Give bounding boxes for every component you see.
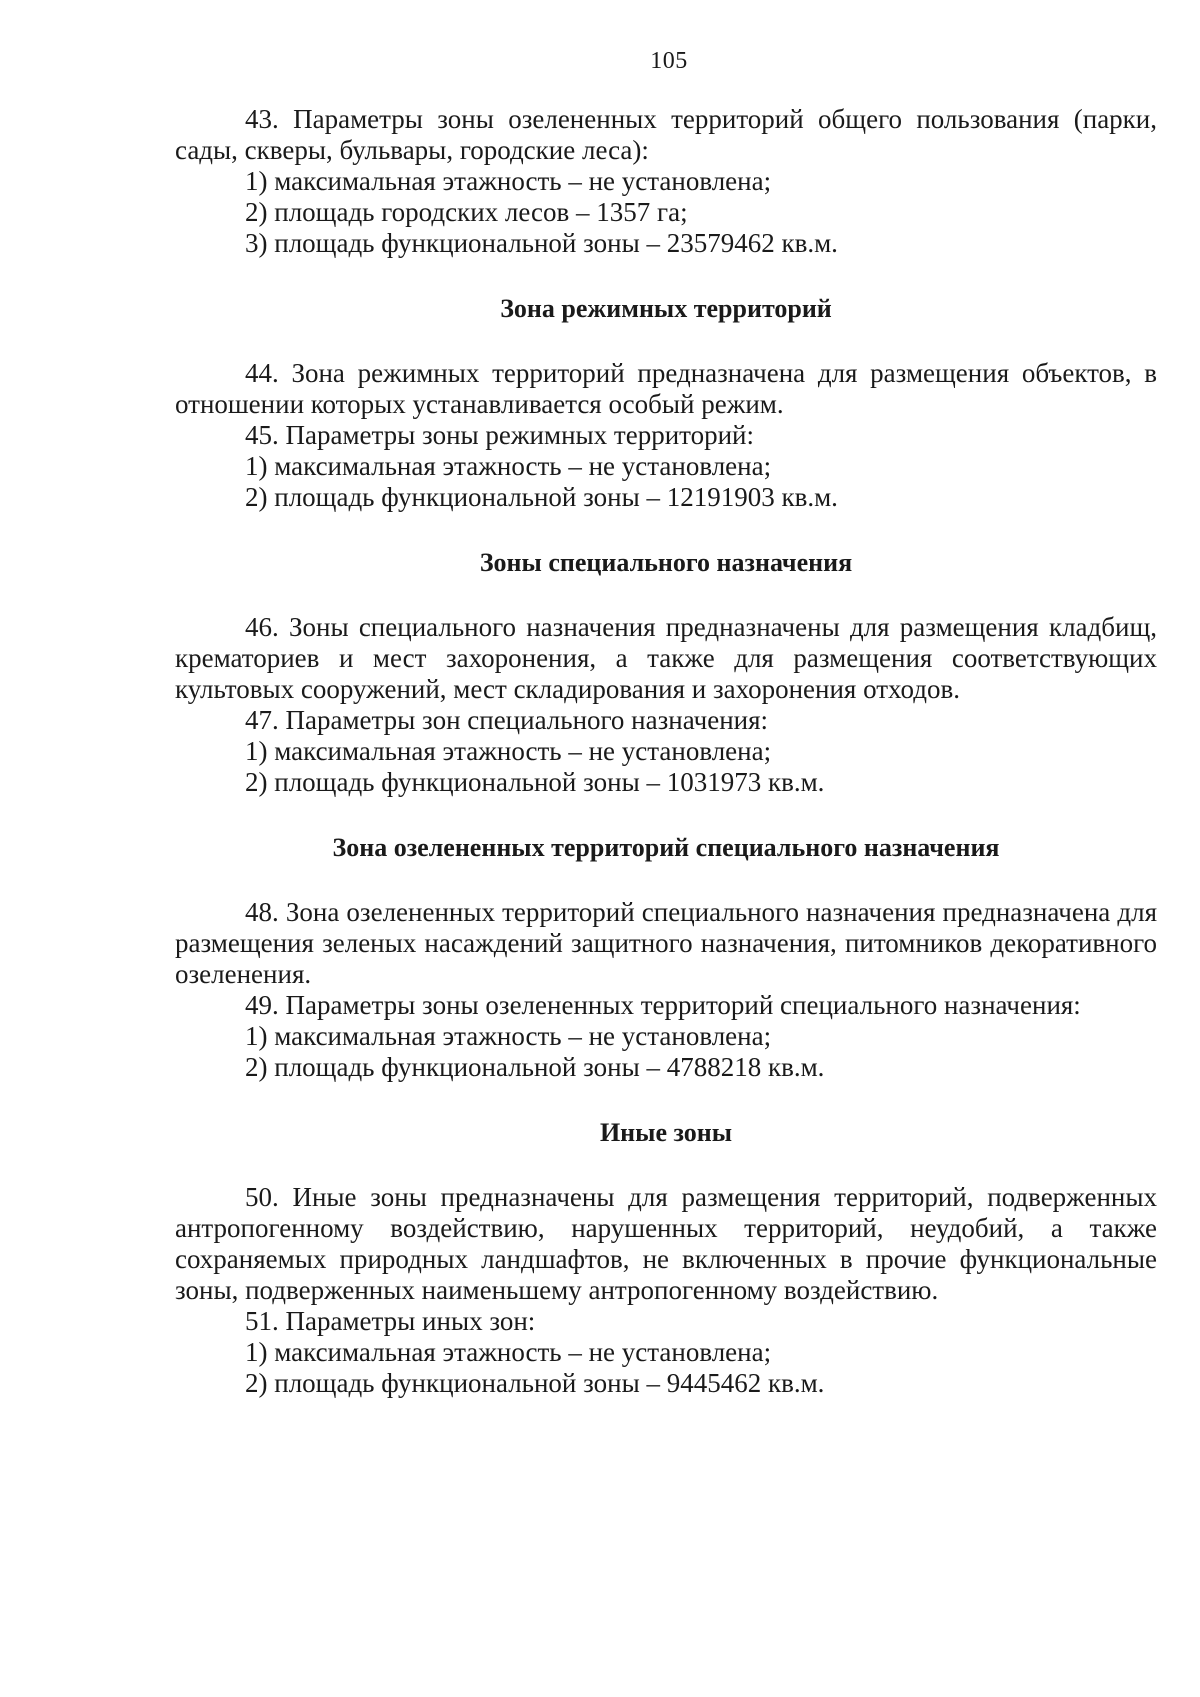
list-item: 2) площадь городских лесов – 1357 га; xyxy=(245,197,688,227)
list-item: 1) максимальная этажность – не установлена; xyxy=(245,736,772,766)
list-item: 2) площадь функциональной зоны – 12191903 кв.м. xyxy=(245,482,838,512)
list-item: 1) максимальная этажность – не установлена; xyxy=(245,451,772,481)
list-item: 2) площадь функциональной зоны – 4788218 кв.м. xyxy=(245,1052,825,1082)
paragraph-50: 50. Иные зоны предназначены для размещения территорий, подверженных антропогенному воздействию, нарушенных территорий, неудобий, а также сохраняемых природных ландшафтов, не включенных в прочие функциональные зоны, подверженных наименьшему антропогенному воздействию. xyxy=(175,1182,1157,1305)
document-body xyxy=(175,104,1157,1399)
paragraph-46: 46. Зоны специального назначения предназначены для размещения кладбищ, крематориев и мест захоронения, а также для размещения соответствующих культовых сооружений, мест складирования и захоронения отходов. xyxy=(175,612,1157,704)
paragraph-51: 51. Параметры иных зон: xyxy=(245,1306,536,1336)
paragraph-45: 45. Параметры зоны режимных территорий: xyxy=(245,420,754,450)
section-heading: Иные зоны xyxy=(599,1118,733,1147)
list-item: 3) площадь функциональной зоны – 23579462 кв.м. xyxy=(245,228,838,258)
paragraph-43: 43. Параметры зоны озелененных территорий общего пользования (парки, сады, скверы, бульвары, городские леса): xyxy=(175,104,1157,165)
list-item: 1) максимальная этажность – не установлена; xyxy=(245,1021,772,1051)
section-green-special xyxy=(175,832,1157,1083)
section-other-zones xyxy=(175,1117,1157,1399)
paragraph-47: 47. Параметры зон специального назначения: xyxy=(245,705,769,735)
paragraph-49: 49. Параметры зоны озелененных территорий специального назначения: xyxy=(245,990,1081,1020)
section-heading: Зона режимных территорий xyxy=(500,294,832,323)
list-item: 1) максимальная этажность – не установлена; xyxy=(245,1337,772,1367)
section-heading: Зоны специального назначения xyxy=(479,548,853,577)
page-number: 105 xyxy=(650,48,688,74)
paragraph-48: 48. Зона озелененных территорий специального назначения предназначена для размещения зеленых насаждений защитного назначения, питомников декоративного озеленения. xyxy=(175,897,1157,989)
section-restricted xyxy=(175,293,1157,513)
section-heading: Зона озелененных территорий специального назначения xyxy=(332,833,1000,862)
list-item: 2) площадь функциональной зоны – 9445462 кв.м. xyxy=(245,1368,825,1398)
section-green-public xyxy=(175,104,1157,259)
list-item: 1) максимальная этажность – не установлена; xyxy=(245,166,772,196)
paragraph-44: 44. Зона режимных территорий предназначена для размещения объектов, в отношении которых устанавливается особый режим. xyxy=(175,358,1157,419)
list-item: 2) площадь функциональной зоны – 1031973 кв.м. xyxy=(245,767,825,797)
section-special-purpose xyxy=(175,547,1157,798)
